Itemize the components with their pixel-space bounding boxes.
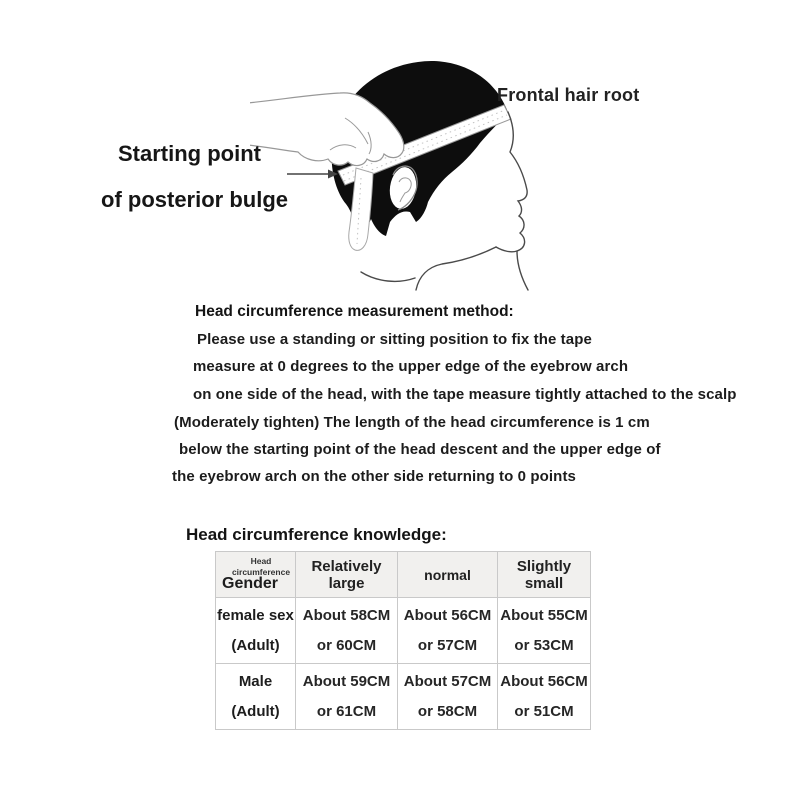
starting-point-label-line1: Starting point bbox=[118, 141, 261, 166]
table-corner-cell bbox=[216, 552, 296, 598]
pointer-arrow bbox=[287, 170, 338, 179]
method-line-5: below the starting point of the head descent and the upper edge of bbox=[179, 441, 661, 458]
column-header-relatively-large: Relatively large bbox=[296, 552, 398, 598]
cell-value: or 53CM bbox=[514, 637, 574, 654]
cell-female-relatively-large bbox=[296, 598, 398, 664]
cell-female-normal bbox=[398, 598, 498, 664]
cell-value: About 56CM bbox=[403, 606, 492, 624]
table-row-female bbox=[216, 598, 591, 664]
row-label-male bbox=[216, 664, 296, 730]
column-header-normal: normal bbox=[398, 552, 498, 598]
cell-value: or 58CM bbox=[417, 703, 478, 720]
cell-female-slightly-small bbox=[498, 598, 591, 664]
row-label-text: female sex bbox=[217, 606, 294, 624]
cell-value: About 56CM bbox=[500, 672, 588, 690]
face-profile-line bbox=[496, 112, 527, 252]
method-title: Head circumference measurement method: bbox=[195, 303, 514, 320]
corner-gender-label: Gender bbox=[222, 575, 279, 592]
cell-value: or 61CM bbox=[316, 703, 377, 720]
cell-value: About 55CM bbox=[500, 606, 588, 624]
cell-value: About 59CM bbox=[302, 672, 391, 690]
jaw-neck-line bbox=[416, 247, 496, 290]
cell-value: or 60CM bbox=[316, 637, 377, 654]
method-line-2: measure at 0 degrees to the upper edge of the eyebrow arch bbox=[193, 358, 629, 375]
row-label-subtext: (Adult) bbox=[231, 703, 280, 720]
row-label-subtext: (Adult) bbox=[231, 637, 280, 654]
starting-point-label-line2: of posterior bulge bbox=[101, 187, 288, 212]
front-neck-line bbox=[517, 251, 528, 290]
head-circumference-table bbox=[215, 551, 591, 730]
row-label-female bbox=[216, 598, 296, 664]
cell-male-normal bbox=[398, 664, 498, 730]
method-line-1: Please use a standing or sitting position to fix the tape bbox=[197, 331, 592, 348]
cell-value: About 57CM bbox=[403, 672, 492, 690]
method-line-3: on one side of the head, with the tape measure tightly attached to the scalp bbox=[193, 386, 737, 403]
back-neck-line bbox=[361, 272, 415, 281]
table-row-male bbox=[216, 664, 591, 730]
column-header-slightly-small: Slightly small bbox=[498, 552, 591, 598]
table-header-row bbox=[216, 552, 591, 598]
cell-value: About 58CM bbox=[302, 606, 391, 624]
cell-male-slightly-small bbox=[498, 664, 591, 730]
cell-male-relatively-large bbox=[296, 664, 398, 730]
knowledge-title: Head circumference knowledge: bbox=[186, 525, 447, 544]
corner-head-circumference-label: Head circumference bbox=[231, 556, 291, 578]
cell-value: or 57CM bbox=[417, 637, 478, 654]
frontal-hair-root-label: Frontal hair root bbox=[497, 85, 640, 105]
cell-value: or 51CM bbox=[514, 703, 574, 720]
method-line-4: (Moderately tighten) The length of the head circumference is 1 cm bbox=[174, 414, 650, 431]
method-line-6: the eyebrow arch on the other side returning to 0 points bbox=[172, 468, 576, 485]
row-label-text: Male bbox=[238, 672, 273, 690]
